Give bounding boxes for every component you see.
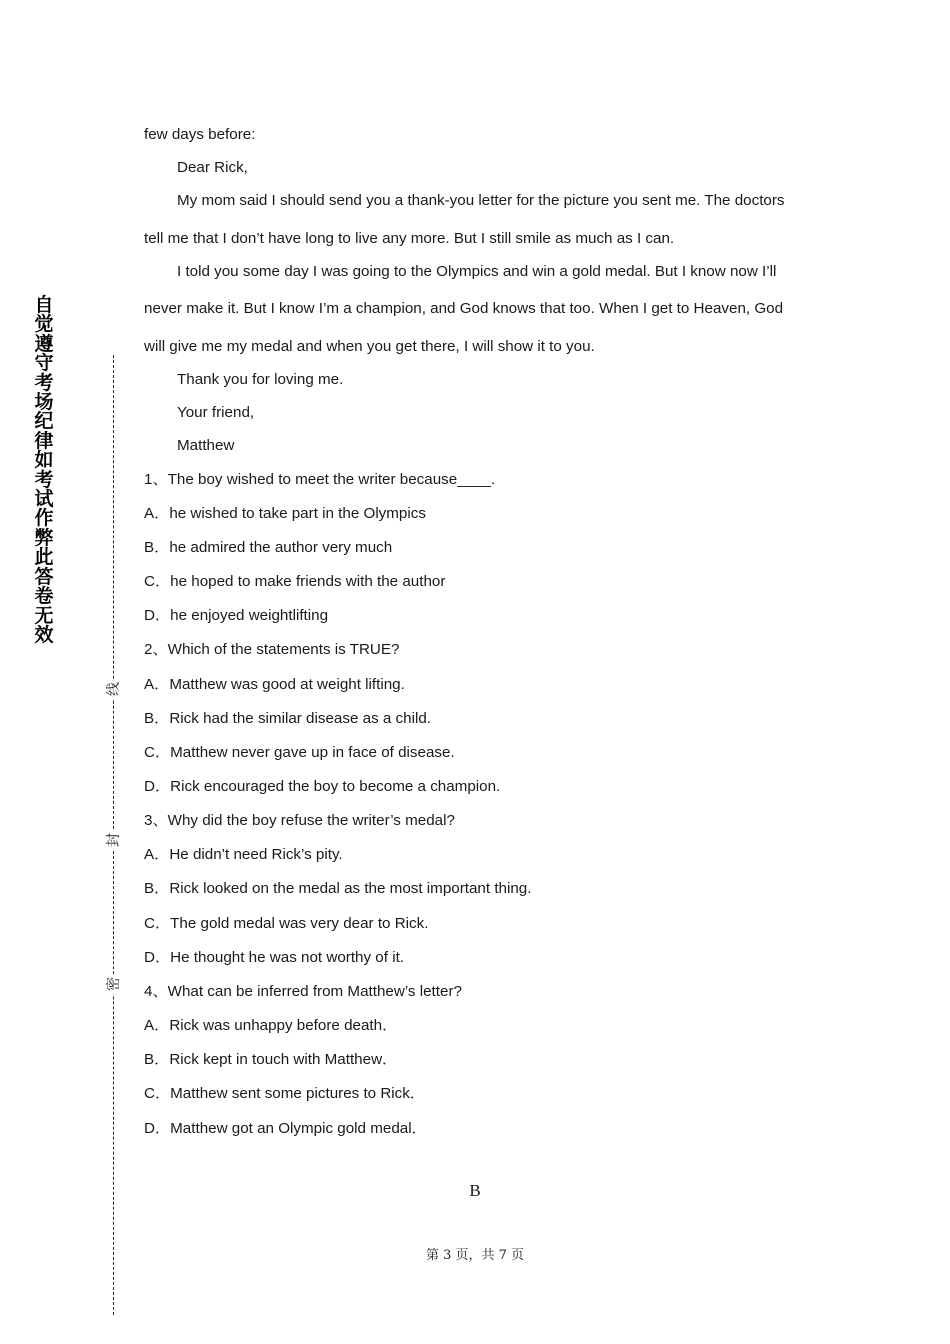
question-4-option-c: C．Matthew sent some pictures to Rick． bbox=[144, 1085, 426, 1102]
section-letter: B bbox=[469, 1181, 481, 1200]
question-3-option-a: A．He didn’t need Rick’s pity. bbox=[144, 846, 343, 863]
letter-closing-1: Thank you for loving me. bbox=[177, 371, 344, 388]
question-1-option-c: C．he hoped to make friends with the author bbox=[144, 573, 446, 590]
binding-char-xian: 线 bbox=[103, 679, 125, 699]
question-2-option-d: D．Rick encouraged the boy to become a champion. bbox=[144, 778, 501, 795]
question-4-option-a: A．Rick was unhappy before death． bbox=[144, 1017, 398, 1034]
question-2-option-b: B．Rick had the similar disease as a child. bbox=[144, 710, 431, 727]
question-3-option-b: B．Rick looked on the medal as the most important thing. bbox=[144, 880, 532, 897]
letter-signature: Matthew bbox=[177, 437, 235, 454]
question-4-option-b: B．Rick kept in touch with Matthew． bbox=[144, 1051, 398, 1068]
question-1-option-b: B．he admired the author very much bbox=[144, 539, 393, 556]
side-notice: 自觉遵守考场纪律如考试作弊此答卷无效 bbox=[34, 294, 54, 646]
question-1-option-d: D．he enjoyed weightlifting bbox=[144, 607, 329, 624]
passage-lead: few days before: bbox=[144, 126, 256, 143]
letter-paragraph-1-line-2: tell me that I don’t have long to live any more. But I still smile as much as I can. bbox=[144, 230, 675, 247]
binding-char-mi: 密 bbox=[103, 974, 125, 994]
letter-closing-2: Your friend, bbox=[177, 404, 255, 421]
question-3-option-d: D．He thought he was not worthy of it. bbox=[144, 949, 405, 966]
page-footer: 第 3 页，共 7 页 bbox=[425, 1248, 525, 1263]
question-2-stem: 2、Which of the statements is TRUE? bbox=[144, 641, 400, 658]
question-3-option-c: C．The gold medal was very dear to Rick. bbox=[144, 915, 429, 932]
letter-paragraph-1-line-1: My mom said I should send you a thank-you letter for the picture you sent me. The doctors bbox=[177, 192, 785, 209]
question-4-stem: 4、What can be inferred from Matthew’s letter? bbox=[144, 983, 462, 1000]
letter-paragraph-2-line-3: will give me my medal and when you get there, I will show it to you. bbox=[144, 338, 595, 355]
letter-greeting: Dear Rick, bbox=[177, 159, 248, 176]
question-1-stem: 1、The boy wished to meet the writer because____. bbox=[144, 471, 496, 488]
question-2-option-a: A．Matthew was good at weight lifting. bbox=[144, 676, 405, 693]
binding-char-feng: 封 bbox=[103, 830, 125, 850]
question-1-option-a: A．he wished to take part in the Olympics bbox=[144, 505, 426, 522]
question-2-option-c: C．Matthew never gave up in face of disease. bbox=[144, 744, 455, 761]
question-4-option-d: D．Matthew got an Olympic gold medal． bbox=[144, 1120, 427, 1137]
letter-paragraph-2-line-1: I told you some day I was going to the Olympics and win a gold medal. But I know now I’ll bbox=[177, 263, 777, 280]
question-3-stem: 3、Why did the boy refuse the writer’s medal? bbox=[144, 812, 455, 829]
letter-paragraph-2-line-2: never make it. But I know I’m a champion, and God knows that too. When I get to Heaven, God bbox=[144, 300, 784, 317]
